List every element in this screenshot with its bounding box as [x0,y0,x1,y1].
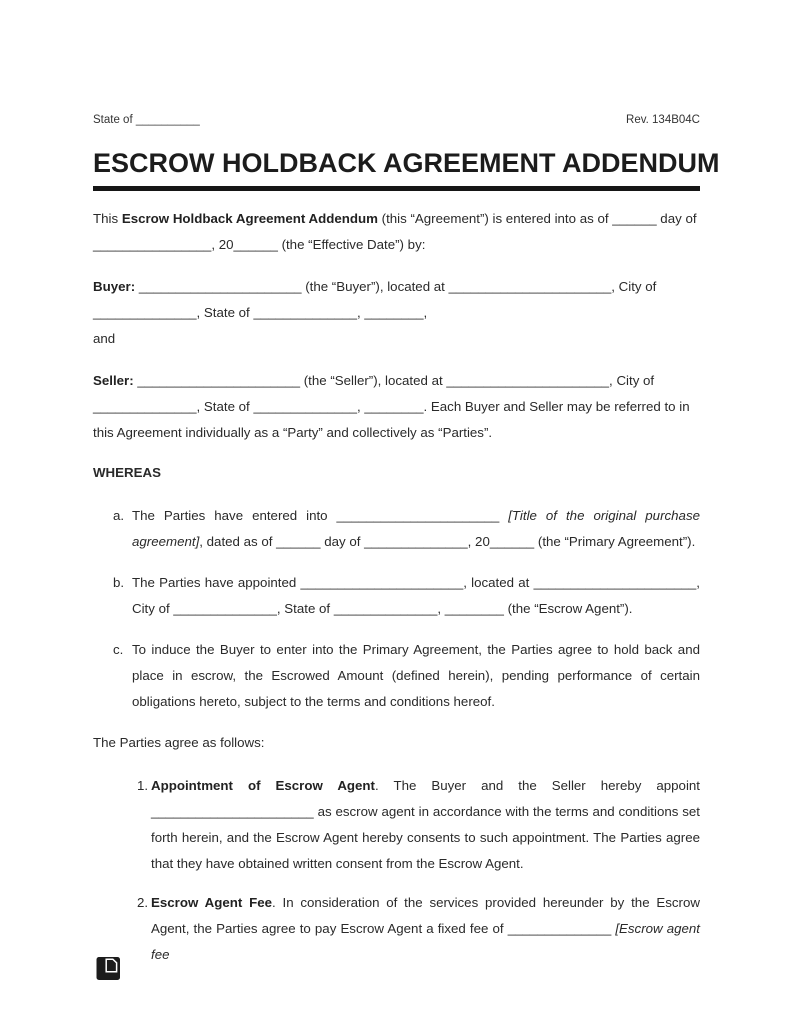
whereas-item-c [93,637,700,715]
state-of-line: State of __________ [93,114,200,126]
whereas-item-c-marker: c. [113,642,124,657]
whereas-item-a-post: , dated as of ______ day of ______________, 20______ (the “Primary Agreement”). [199,534,696,549]
clause-2 [93,890,700,968]
whereas-item-c-text: To induce the Buyer to enter into the Primary Agreement, the Parties agree to hold back and place in escrow, the Escrowed Amount (defined herein), pending performance of certain obligations hereto, subject to the terms and conditions hereof. [132,642,700,709]
clause-1-text [151,773,700,877]
clause-2-body: . In consideration of the services provided hereunder by the Escrow Agent, the Parties agree to pay Escrow Agent a fixed fee of ______________ [151,895,700,936]
whereas-item-b [93,570,700,622]
whereas-heading: WHEREAS [93,465,161,480]
buyer-paragraph [93,274,700,326]
clause-1 [93,773,700,877]
revision-label: Rev. 134B04C [626,114,700,126]
whereas-item-a-italic: [Title of the original purchase agreement] [132,508,700,549]
buyer-seller-conjunction: and [93,331,116,346]
intro-paragraph [93,206,700,258]
clause-1-marker: 1. [137,778,149,793]
whereas-item-a-marker: a. [113,508,125,523]
whereas-item-a [93,503,700,555]
intro-agreement-name: Escrow Holdback Agreement Addendum [121,211,378,226]
clause-2-marker: 2. [137,895,149,910]
clause-2-italic-tail: [Escrow agent fee [151,921,700,962]
document-content [93,0,720,968]
page-title: ESCROW HOLDBACK AGREEMENT ADDENDUM [93,148,720,178]
seller-details: ______________________ (the “Seller”), located at ______________________, City of ______________, State of ______________, ________. Each Buyer and Seller may be referred to in this Agreement individually as a “Party” and collectively as “Parties”. [93,373,690,440]
seller-label: Seller: [93,373,134,388]
document-header [93,113,700,128]
legal-templates-logo-icon [96,956,121,981]
whereas-item-b-text: The Parties have appointed ______________________, located at ______________________, City of ______________, State of ______________, ________ (the “Escrow Agent”). [132,575,700,616]
buyer-label: Buyer: [93,279,136,294]
agreement-lead: The Parties agree as follows: [93,735,265,750]
seller-paragraph [93,368,700,446]
buyer-details: ______________________ (the “Buyer”), located at ______________________, City of ______________, State of ______________, ________, [93,279,657,320]
whereas-item-b-marker: b. [113,575,125,590]
clause-1-heading: Appointment of Escrow Agent [151,778,375,793]
intro-post: (this “Agreement”) is entered into as of ______ day of ________________, 20______ (the “Effective Date”) by: [93,211,697,252]
title-rule [93,186,700,191]
whereas-item-a-pre: The Parties have entered into ______________________ [132,508,509,523]
intro-pre: This [93,211,122,226]
clause-1-body: . The Buyer and the Seller hereby appoint ______________________ as escrow agent in accordance with the terms and conditions set forth herein, and the Escrow Agent hereby consents to such appointment. The Parties agree that they have obtained written consent from the Escrow Agent. [151,778,700,871]
clause-2-text [151,890,700,968]
whereas-item-a-text [132,503,700,555]
clause-2-heading: Escrow Agent Fee [151,895,272,910]
